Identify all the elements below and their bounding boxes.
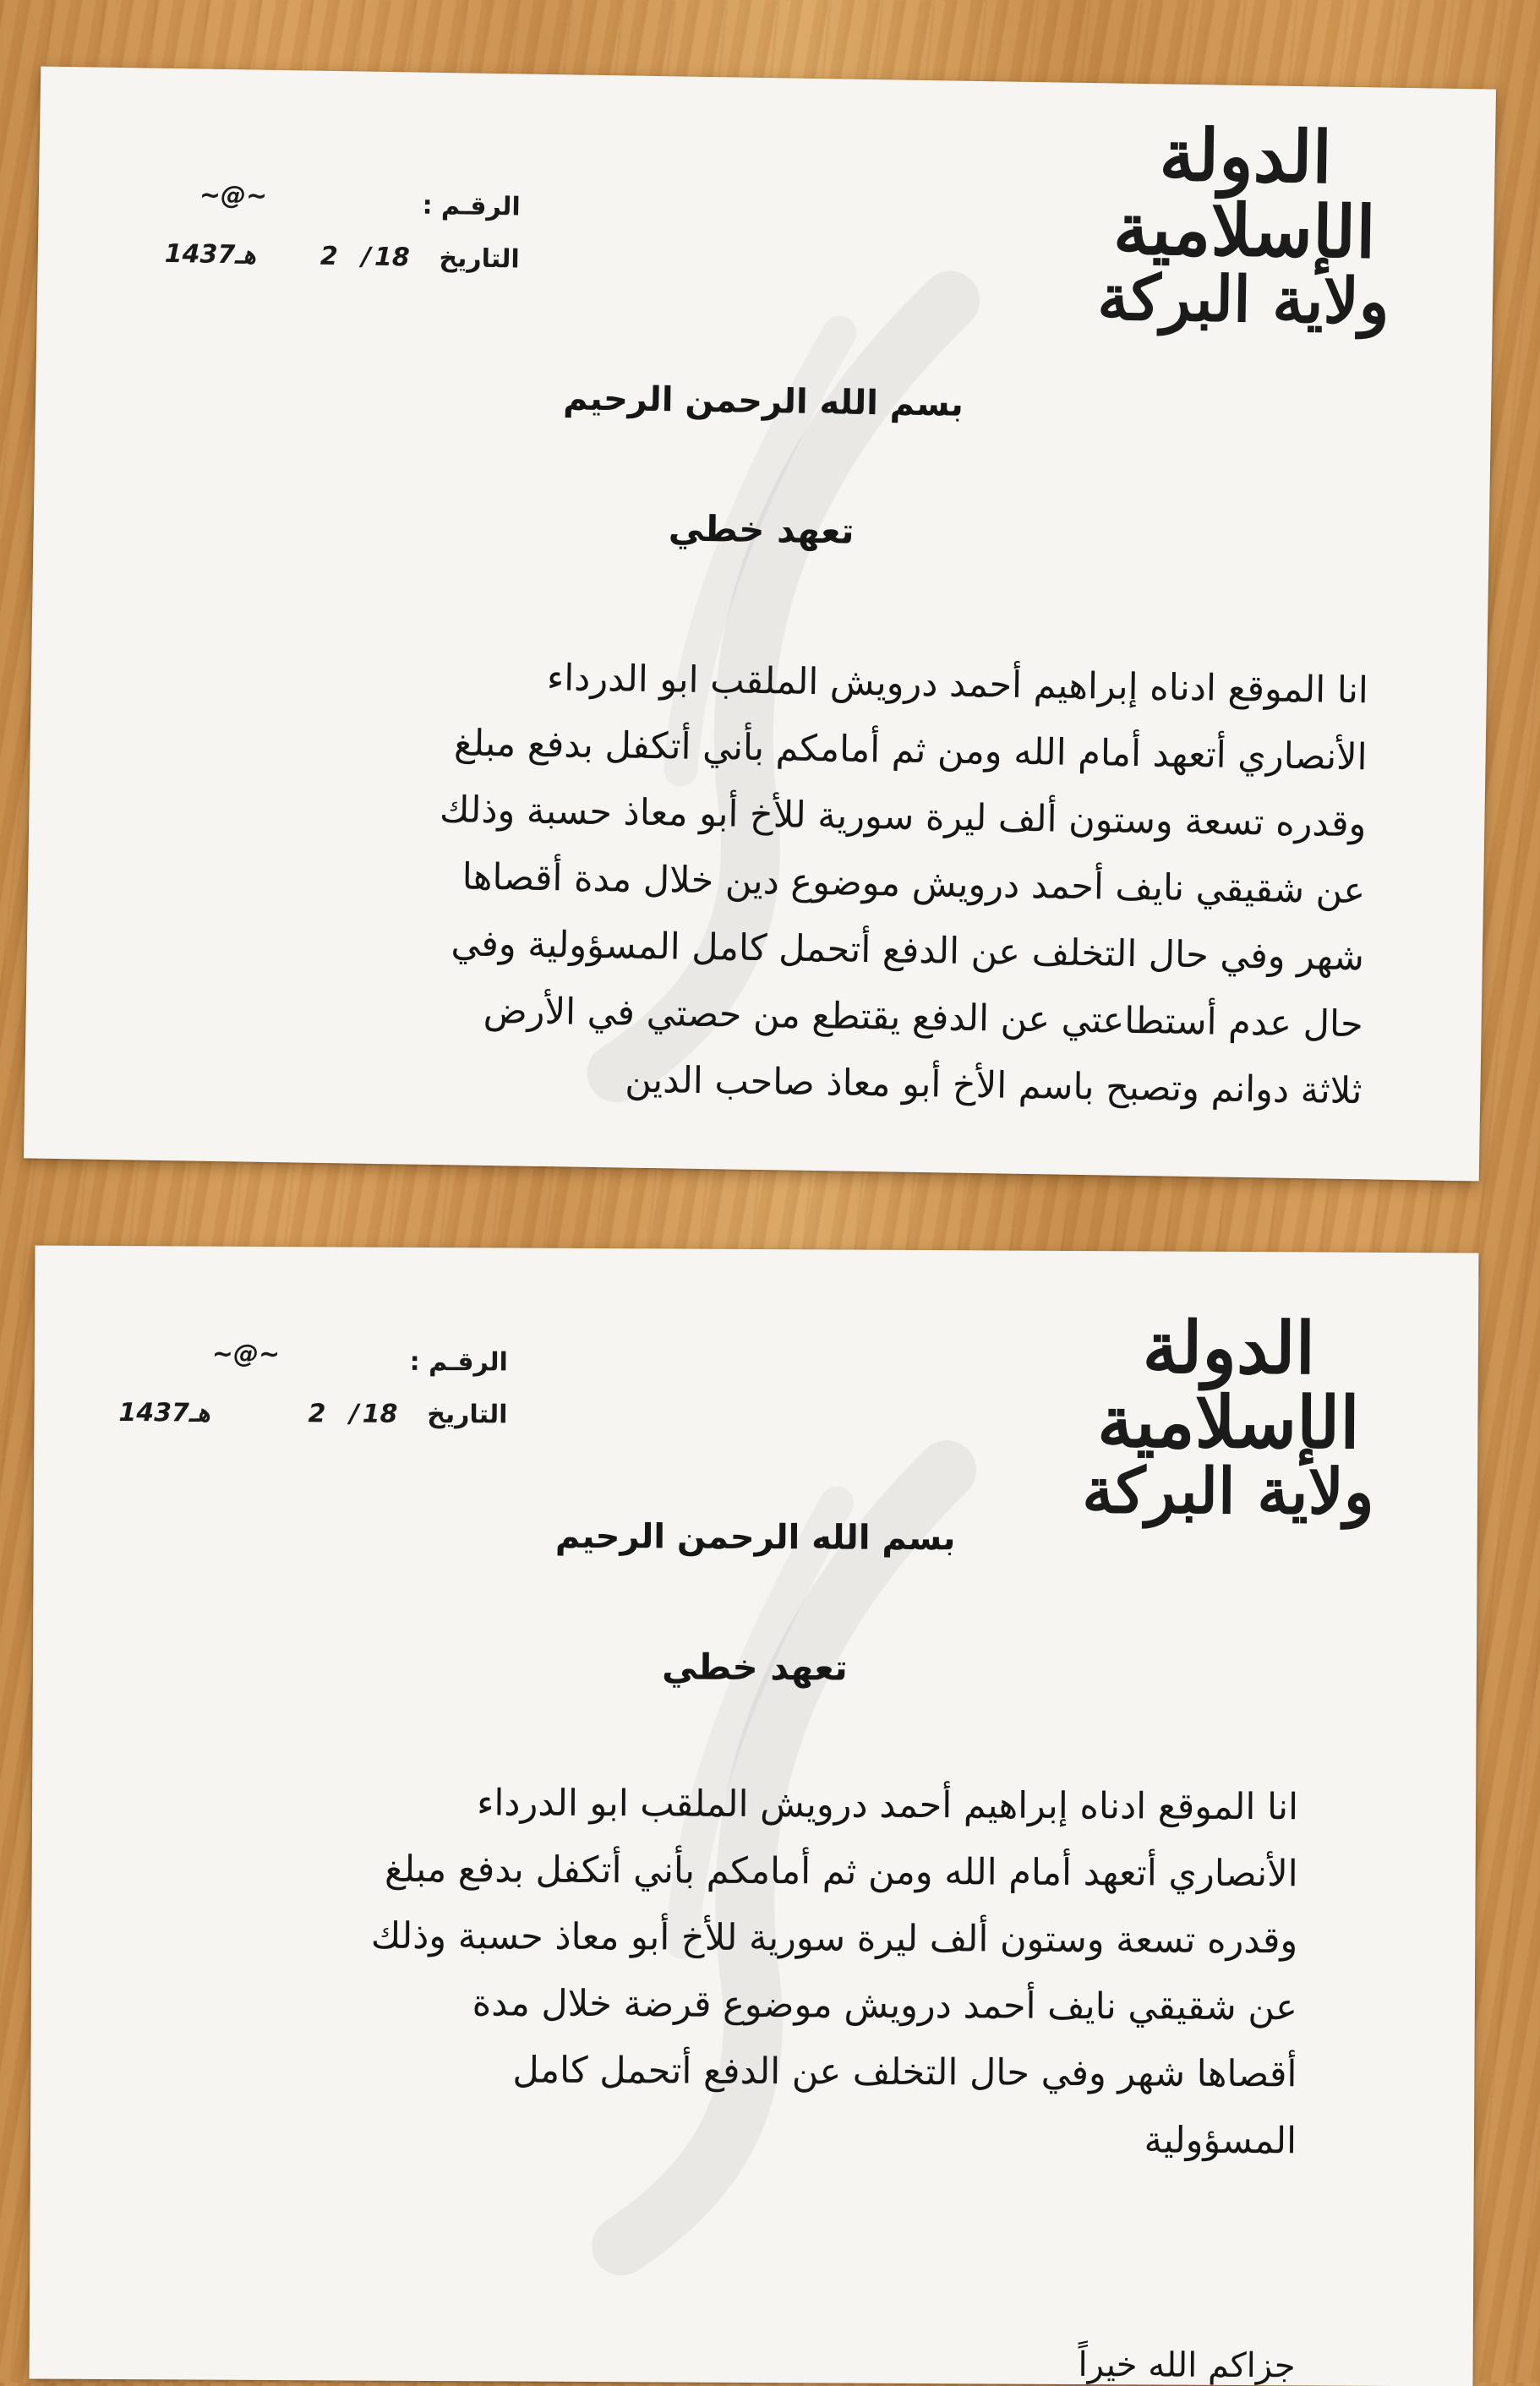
pledge-line: انا الموقع ادناه إبراهيم أحمد درويش الملقب ابو الدرداء xyxy=(477,1782,1299,1829)
basmala: بسم الله الرحمن الرحيم xyxy=(554,1516,956,1559)
basmala: بسم الله الرحمن الرحيم xyxy=(563,379,964,424)
pledge-letter-2 xyxy=(30,1246,1479,2386)
date-day: 18 xyxy=(374,242,411,273)
date-month: 2 xyxy=(319,241,339,272)
date-year: 1437هـ xyxy=(164,238,257,270)
closing-greeting: جزاكم الله خيراً xyxy=(1078,2345,1296,2386)
date-label: التاريخ xyxy=(439,243,521,275)
pledge-line: انا الموقع ادناه إبراهيم أحمد درويش الملقب ابو الدرداء xyxy=(546,657,1369,713)
number-value: ~@~ xyxy=(211,1339,281,1370)
issuer-logo xyxy=(1044,112,1444,340)
pledge-line: شهر وفي حال التخلف عن الدفع أتحمل كامل المسؤولية وفي xyxy=(451,922,1365,980)
logo-province-name: ولاية البركة xyxy=(1082,1455,1374,1530)
pledge-line: وقدره تسعة وستون ألف ليرة سورية للأخ أبو معاذ حسبة وذلك xyxy=(439,789,1367,846)
document-title: تعهد خطي xyxy=(668,507,855,552)
date-year: 1437هـ xyxy=(118,1398,210,1428)
logo-state-name: الدولة الإسلامية xyxy=(1112,112,1377,275)
number-label: الرقـم : xyxy=(422,190,521,222)
date-day: 18 xyxy=(362,1399,398,1429)
logo-province-name: ولاية البركة xyxy=(1096,261,1390,340)
pledge-text xyxy=(369,1770,1298,2176)
logo-state-name: الدولة الإسلامية xyxy=(1096,1305,1360,1465)
issuer-logo xyxy=(1029,1305,1428,1530)
pledge-line: عن شقيقي نايف أحمد درويش موضوع دين خلال مدة أقصاها xyxy=(461,855,1366,913)
date-month: 2 xyxy=(308,1399,326,1429)
number-value: ~@~ xyxy=(199,180,268,211)
pledge-line: ثلاثة دوانم وتصبح باسم الأخ أبو معاذ صاحب الدين xyxy=(625,1058,1363,1113)
pledge-line: الأنصاري أتعهد أمام الله ومن ثم أمامكم بأني أتكفل بدفع مبلغ xyxy=(453,722,1368,779)
reference-block: الرقـم : ~@~ التاريخ 18 / 2 1437هـ xyxy=(118,1339,508,1430)
number-label: الرقـم : xyxy=(409,1346,508,1378)
pledge-line: عن شقيقي نايف أحمد درويش موضوع قرضة خلال مدة xyxy=(472,1982,1297,2029)
pledge-line: وقدره تسعة وستون ألف ليرة سورية للأخ أبو معاذ حسبة وذلك xyxy=(370,1914,1298,1963)
pledge-line: الأنصاري أتعهد أمام الله ومن ثم أمامكم بأني أتكفل بدفع مبلغ xyxy=(384,1848,1298,1896)
pledge-text xyxy=(435,643,1369,1125)
document-title: تعهد خطي xyxy=(661,1646,848,1689)
pledge-line: المسؤولية xyxy=(1144,2119,1297,2163)
date-label: التاريخ xyxy=(427,1399,508,1430)
pledge-line: حال عدم أستطاعتي عن الدفع يقتطع من حصتي في الأرض xyxy=(483,989,1364,1046)
pledge-line: أقصاها شهر وفي حال التخلف عن الدفع أتحمل كامل xyxy=(512,2049,1297,2096)
reference-block: الرقـم : ~@~ التاريخ 18 / 2 1437هـ xyxy=(164,180,521,275)
pledge-letter-1 xyxy=(24,67,1496,1182)
